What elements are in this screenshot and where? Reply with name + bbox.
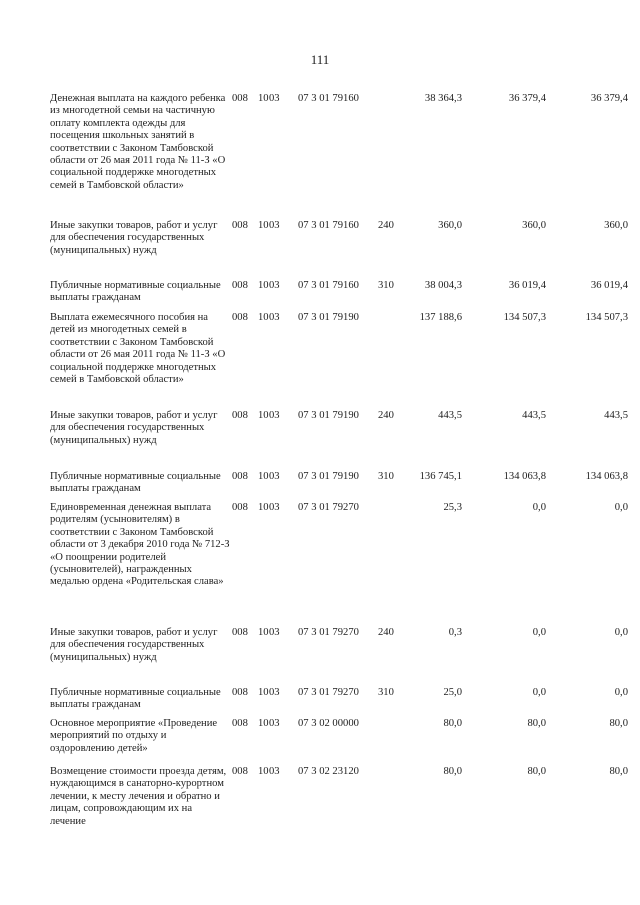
- amount-year-2: 443,5: [522, 410, 546, 421]
- target-article-code: 07 3 01 79190: [298, 471, 359, 482]
- row-description: Возмещение стоимости проезда детям, нуждающимся в санаторно-курортном лечении, к месту лечения и обратно и лицам, сопровождающим их на лечение: [50, 766, 227, 827]
- section-code: 10: [258, 93, 269, 104]
- section-code: 10: [258, 471, 269, 482]
- row-description: Иные закупки товаров, работ и услуг для обеспечения государственных (муниципальных) нужд: [50, 410, 218, 446]
- section-code: 10: [258, 312, 269, 323]
- amount-year-3: 0,0: [614, 502, 628, 513]
- amount-year-1: 360,0: [438, 220, 462, 231]
- amount-year-3: 80,0: [609, 766, 628, 777]
- target-article-code: 07 3 02 00000: [298, 718, 359, 729]
- amount-year-2: 134 507,3: [503, 312, 546, 323]
- page-number: 111: [310, 52, 330, 67]
- amount-year-1: 443,5: [438, 410, 462, 421]
- section-code: 10: [258, 280, 269, 291]
- admin-code: 008: [232, 471, 248, 482]
- admin-code: 008: [232, 93, 248, 104]
- target-article-code: 07 3 01 79160: [298, 220, 359, 231]
- section-code: 10: [258, 502, 269, 513]
- subsection-code: 03: [269, 627, 280, 638]
- expense-type-code: 240: [378, 410, 394, 421]
- admin-code: 008: [232, 410, 248, 421]
- amount-year-3: 0,0: [614, 627, 628, 638]
- subsection-code: 03: [269, 410, 280, 421]
- expense-type-code: 310: [378, 687, 394, 698]
- section-code: 10: [258, 410, 269, 421]
- target-article-code: 07 3 02 23120: [298, 766, 359, 777]
- subsection-code: 03: [269, 687, 280, 698]
- amount-year-1: 137 188,6: [419, 312, 462, 323]
- amount-year-1: 25,0: [443, 687, 462, 698]
- expense-type-code: 310: [378, 471, 394, 482]
- row-description: Публичные нормативные социальные выплаты гражданам: [50, 471, 221, 495]
- amount-year-1: 80,0: [443, 766, 462, 777]
- target-article-code: 07 3 01 79160: [298, 93, 359, 104]
- admin-code: 008: [232, 280, 248, 291]
- row-description: Иные закупки товаров, работ и услуг для обеспечения государственных (муниципальных) нужд: [50, 220, 218, 256]
- subsection-code: 03: [269, 93, 280, 104]
- row-description: Выплата ежемесячного пособия на детей из многодетных семей в соответствии с Законом Тамбовской области от 26 мая 2011 года № 11-З «О социальной поддержке многодетных семей в Тамбовской области»: [50, 312, 226, 386]
- amount-year-1: 136 745,1: [419, 471, 462, 482]
- amount-year-3: 134 063,8: [585, 471, 628, 482]
- amount-year-3: 134 507,3: [585, 312, 628, 323]
- amount-year-2: 0,0: [532, 627, 546, 638]
- admin-code: 008: [232, 687, 248, 698]
- row-description: Публичные нормативные социальные выплаты гражданам: [50, 280, 221, 304]
- amount-year-2: 134 063,8: [503, 471, 546, 482]
- amount-year-1: 25,3: [443, 502, 462, 513]
- amount-year-3: 36 379,4: [590, 93, 628, 104]
- admin-code: 008: [232, 718, 248, 729]
- amount-year-1: 80,0: [443, 718, 462, 729]
- section-code: 10: [258, 766, 269, 777]
- subsection-code: 03: [269, 280, 280, 291]
- target-article-code: 07 3 01 79160: [298, 280, 359, 291]
- admin-code: 008: [232, 312, 248, 323]
- amount-year-2: 36 019,4: [508, 280, 546, 291]
- section-code: 10: [258, 687, 269, 698]
- amount-year-1: 38 004,3: [424, 280, 462, 291]
- section-code: 10: [258, 718, 269, 729]
- row-description: Основное мероприятие «Проведение мероприятий по отдыху и оздоровлению детей»: [50, 718, 218, 754]
- row-description: Иные закупки товаров, работ и услуг для обеспечения государственных (муниципальных) нужд: [50, 627, 218, 663]
- row-description: Денежная выплата на каждого ребенка из многодетной семьи на частичную оплату комплекта одежды для посещения школьных занятий в соответствии с Законом Тамбовской области от 26 мая 2011 года № 11-З «О социальной поддержке многодетных семей в Тамбовской области»: [50, 93, 226, 191]
- amount-year-1: 38 364,3: [424, 93, 462, 104]
- target-article-code: 07 3 01 79190: [298, 410, 359, 421]
- admin-code: 008: [232, 627, 248, 638]
- row-description: Единовременная денежная выплата родителям (усыновителям) в соответствии с Законом Тамбовской области от 3 декабря 2010 года № 712-З «О поощрении родителей (усыновителей), награжденных медалью ордена «Родительская слава»: [50, 502, 230, 588]
- amount-year-3: 443,5: [604, 410, 628, 421]
- admin-code: 008: [232, 502, 248, 513]
- subsection-code: 03: [269, 312, 280, 323]
- subsection-code: 03: [269, 718, 280, 729]
- target-article-code: 07 3 01 79270: [298, 502, 359, 513]
- section-code: 10: [258, 220, 269, 231]
- amount-year-2: 0,0: [532, 687, 546, 698]
- target-article-code: 07 3 01 79270: [298, 687, 359, 698]
- expense-type-code: 240: [378, 220, 394, 231]
- amount-year-2: 36 379,4: [508, 93, 546, 104]
- section-code: 10: [258, 627, 269, 638]
- expense-type-code: 240: [378, 627, 394, 638]
- row-description: Публичные нормативные социальные выплаты гражданам: [50, 687, 221, 711]
- subsection-code: 03: [269, 471, 280, 482]
- expense-type-code: 310: [378, 280, 394, 291]
- amount-year-3: 36 019,4: [590, 280, 628, 291]
- amount-year-3: 360,0: [604, 220, 628, 231]
- amount-year-2: 360,0: [522, 220, 546, 231]
- admin-code: 008: [232, 766, 248, 777]
- amount-year-1: 0,3: [448, 627, 462, 638]
- amount-year-2: 80,0: [527, 718, 546, 729]
- amount-year-3: 0,0: [614, 687, 628, 698]
- subsection-code: 03: [269, 220, 280, 231]
- admin-code: 008: [232, 220, 248, 231]
- target-article-code: 07 3 01 79190: [298, 312, 359, 323]
- amount-year-3: 80,0: [609, 718, 628, 729]
- amount-year-2: 0,0: [532, 502, 546, 513]
- amount-year-2: 80,0: [527, 766, 546, 777]
- subsection-code: 03: [269, 766, 280, 777]
- target-article-code: 07 3 01 79270: [298, 627, 359, 638]
- subsection-code: 03: [269, 502, 280, 513]
